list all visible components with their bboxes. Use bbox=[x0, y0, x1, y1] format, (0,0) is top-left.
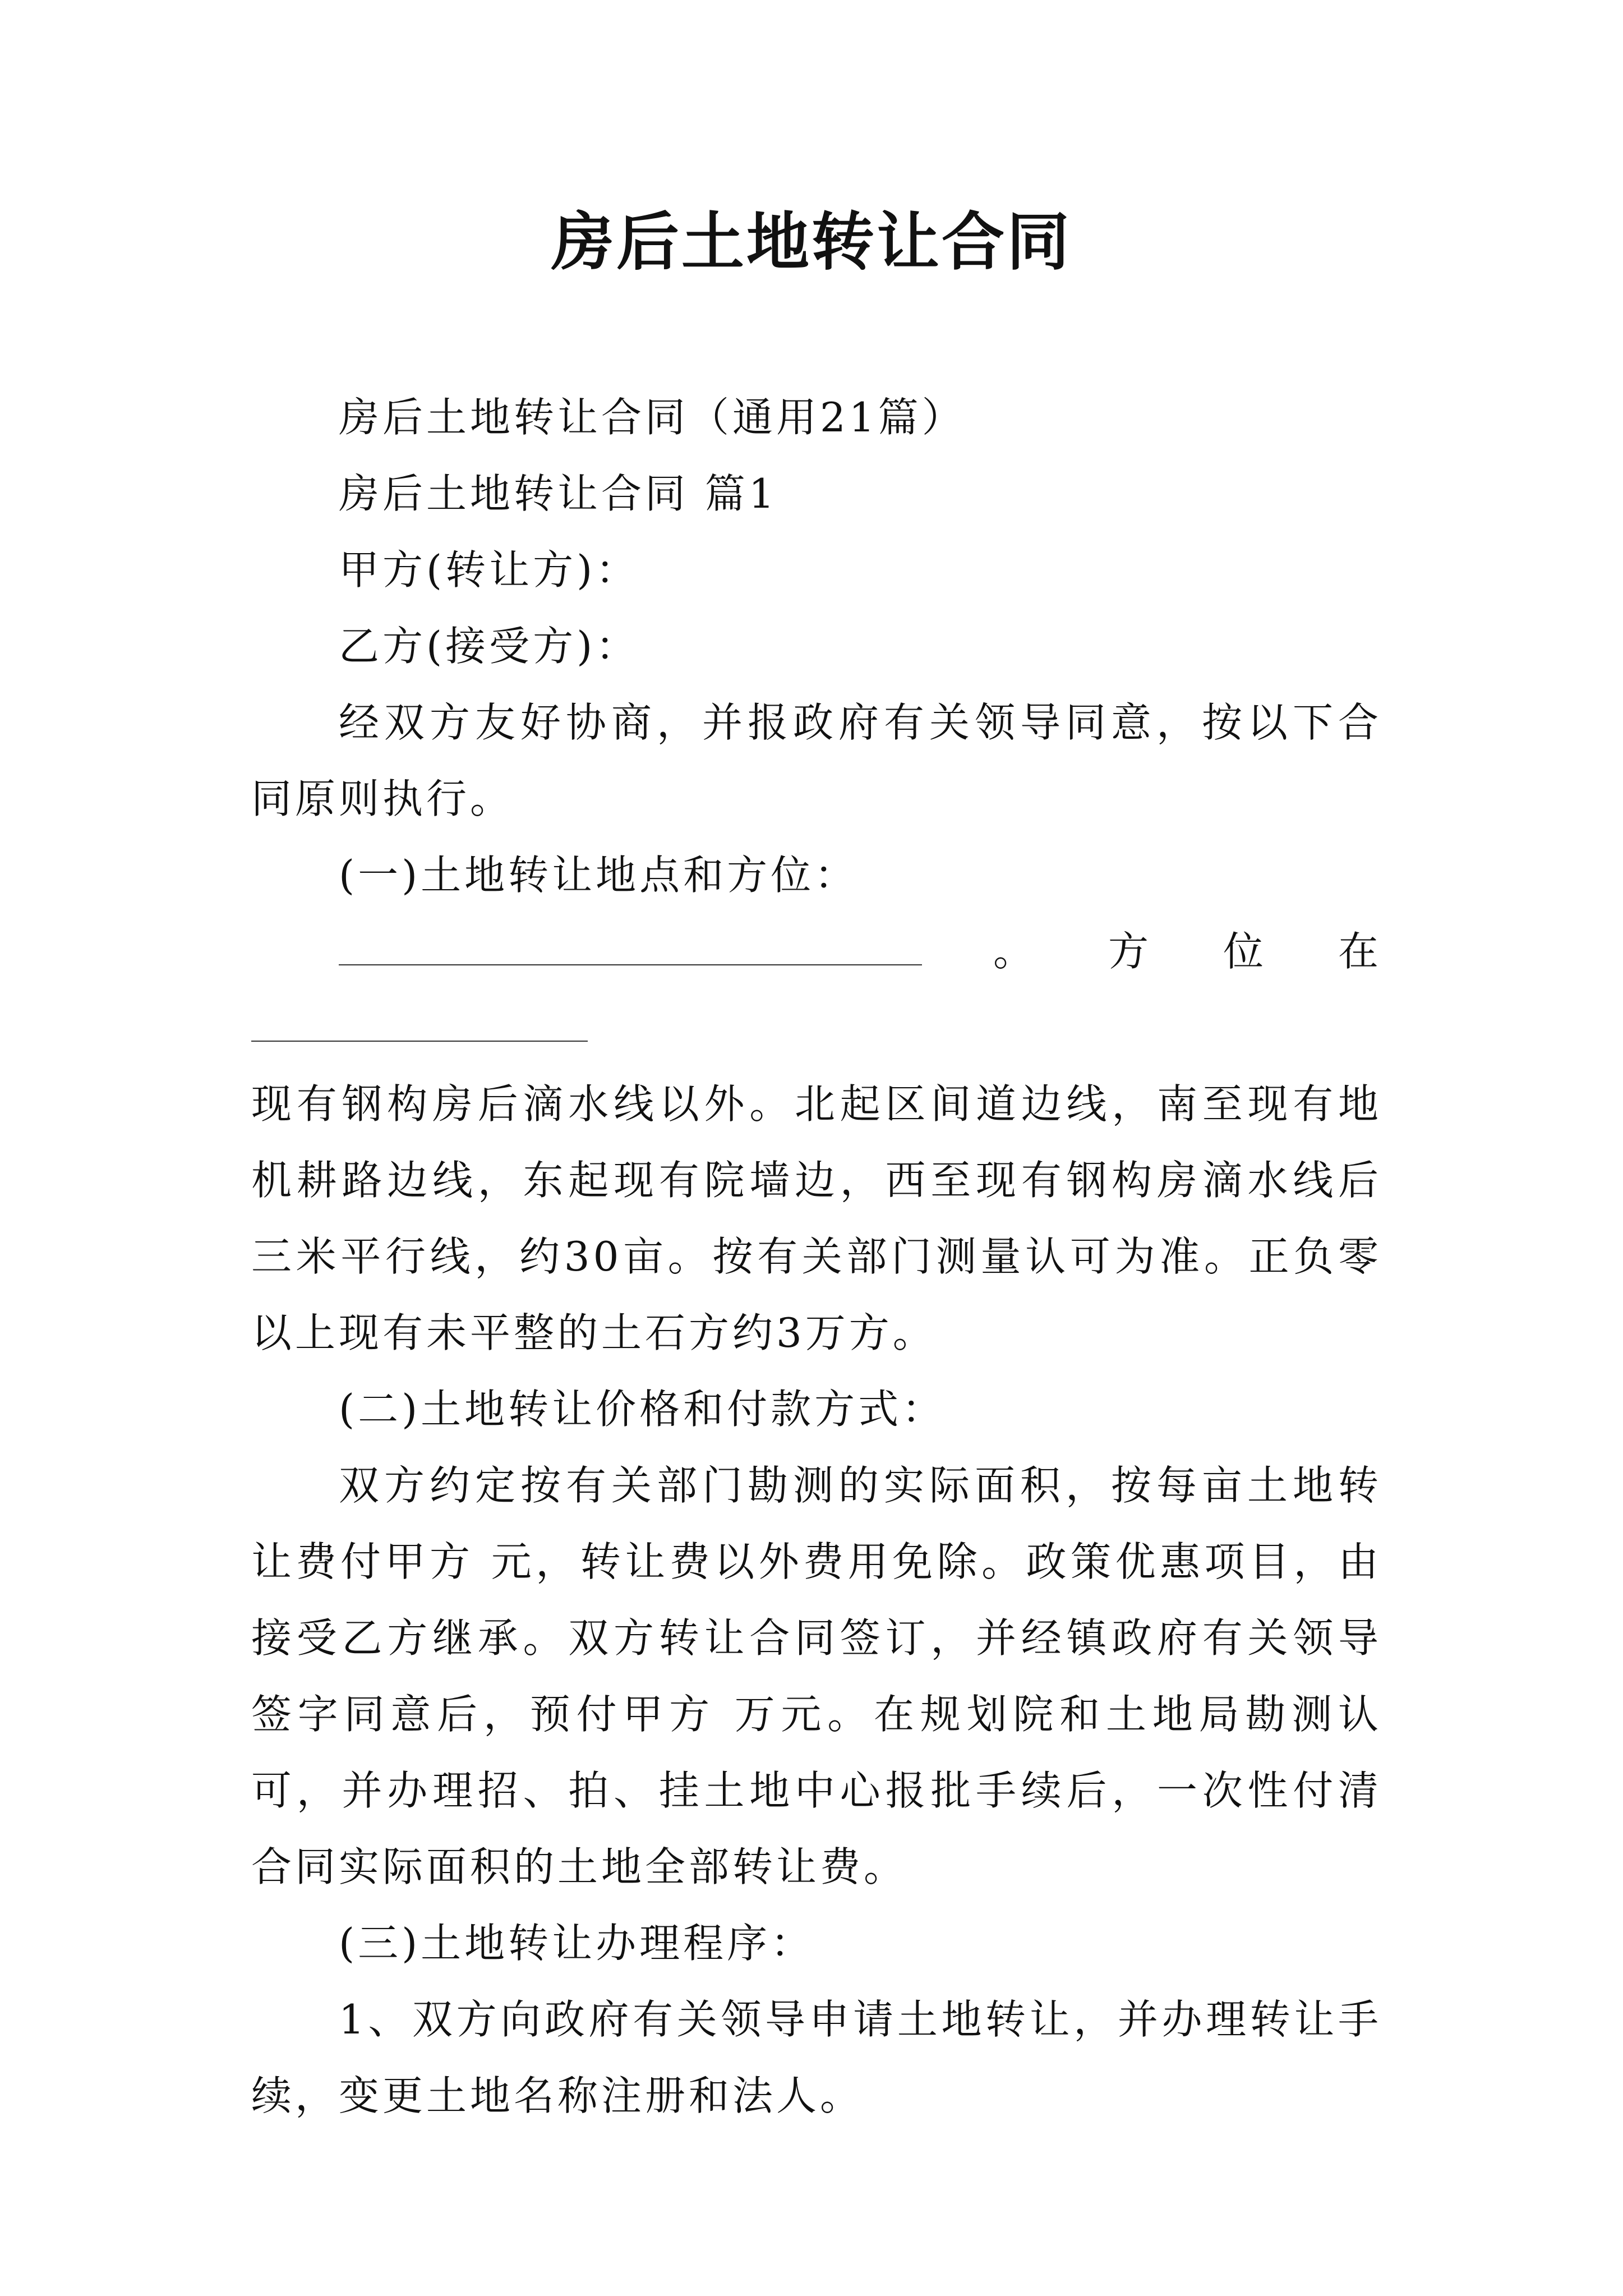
document-title: 房后土地转让合同 bbox=[551, 205, 1072, 279]
paragraph-intro: 经双方友好协商，并报政府有关领导同意，按以下合同原则执行。 bbox=[251, 699, 1382, 822]
paragraph-procedure-item-1: 1、双方向政府有关领导申请土地转让，并办理转让手续，变更土地名称注册和法人。 bbox=[251, 1996, 1382, 2119]
document-body bbox=[251, 379, 1382, 2134]
paragraph-section-1-heading: (一)土地转让地点和方位： bbox=[339, 852, 859, 899]
location-text: 。方位在 bbox=[922, 928, 1382, 975]
direction-blank-line bbox=[251, 1007, 588, 1042]
paragraph-party-a: 甲方(转让方)： bbox=[339, 546, 640, 593]
paragraph-collection-heading: 房后土地转让合同（通用21篇） bbox=[339, 394, 966, 441]
paragraph-section-3-heading: (三)土地转让办理程序： bbox=[339, 1920, 815, 1967]
paragraph-section-2-heading: (二)土地转让价格和付款方式： bbox=[339, 1386, 946, 1433]
paragraph-boundaries: 现有钢构房后滴水线以外。北起区间道边线，南至现有地机耕路边线，东起现有院墙边，西至现有钢构房滴水线后三米平行线，约30亩。按有关部门测量认可为准。正负零以上现有未平整的土石方约3万方。 bbox=[251, 1080, 1382, 1356]
paragraph-location-line bbox=[251, 913, 1382, 1066]
paragraph-payment-terms: 双方约定按有关部门勘测的实际面积，按每亩土地转让费付甲方 元，转让费以外费用免除。政策优惠项目，由接受乙方继承。双方转让合同签订，并经镇政府有关领导签字同意后，预付甲方 万元。在规划院和土地局勘测认可，并办理招、拍、挂土地中心报批手续后，一次性付清合同实际面积的土地全部转让费。 bbox=[251, 1462, 1382, 1890]
location-blank-line bbox=[339, 931, 922, 965]
paragraph-chapter-heading: 房后土地转让合同 篇1 bbox=[339, 470, 778, 517]
paragraph-party-b: 乙方(接受方)： bbox=[339, 623, 640, 670]
